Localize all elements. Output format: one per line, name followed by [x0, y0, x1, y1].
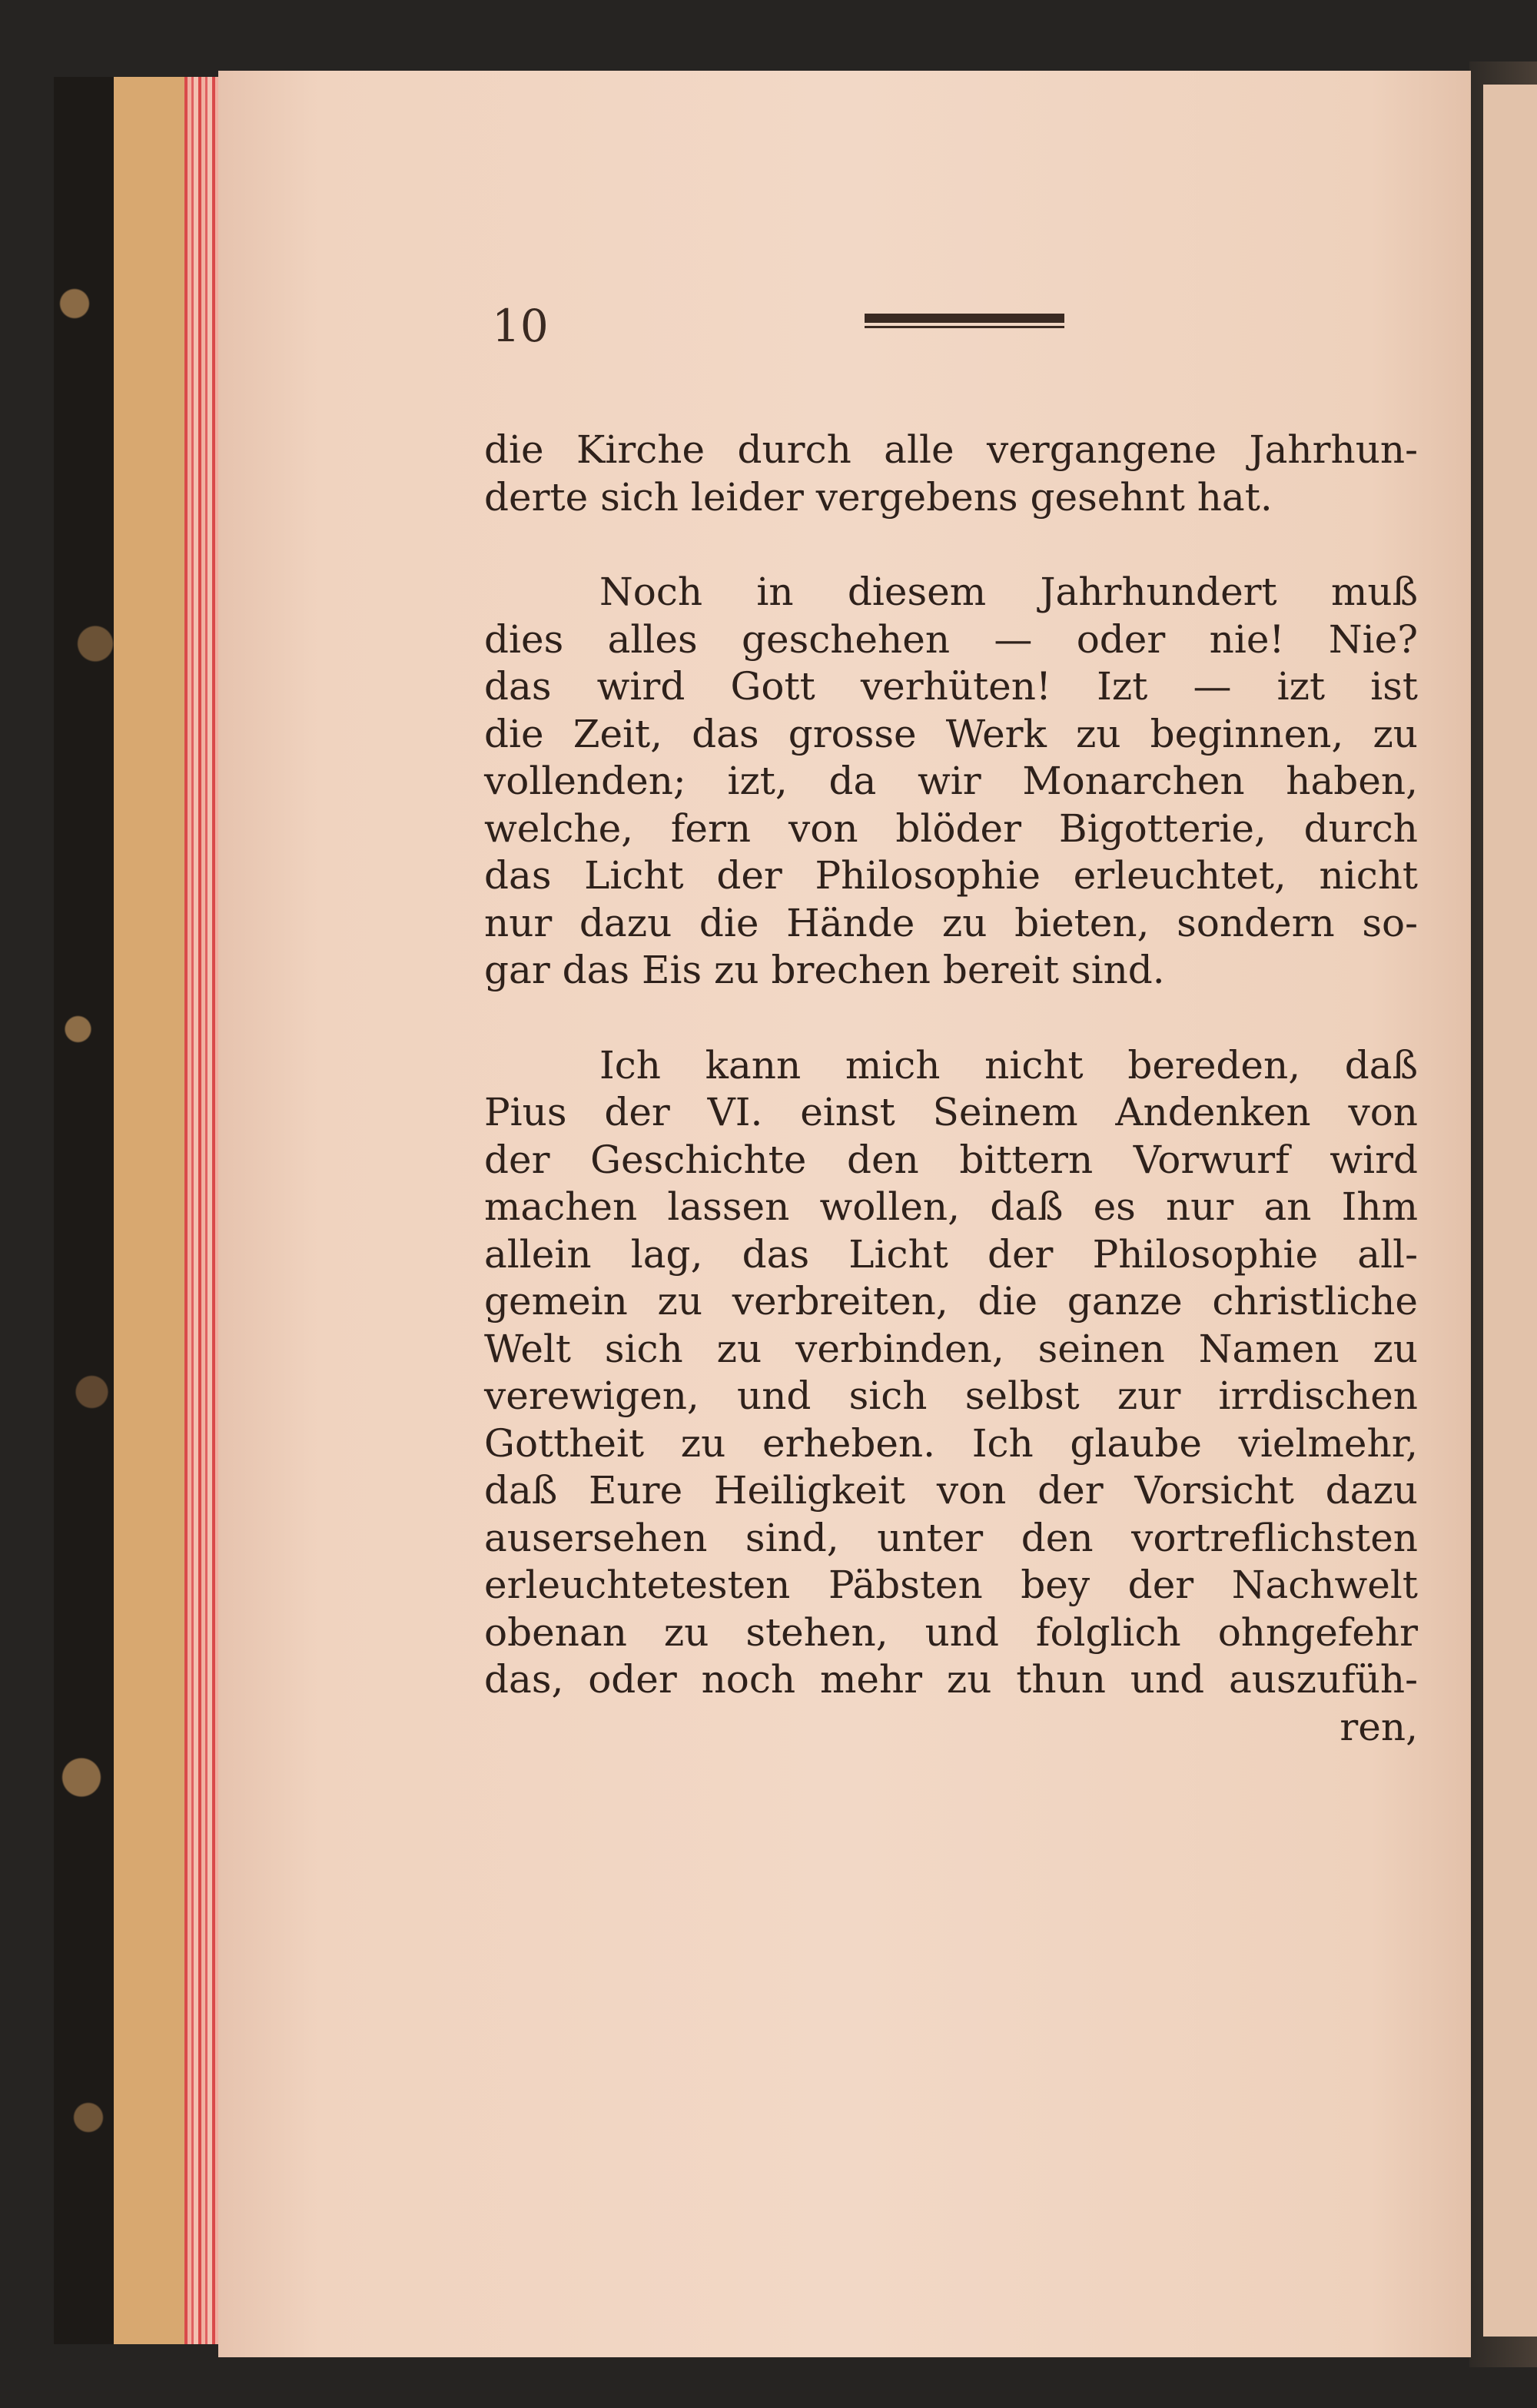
text-line: die Kirche durch alle vergangene Jahrhun-	[484, 427, 1418, 472]
paragraph-gap	[484, 995, 1418, 1042]
text-line: Gottheit zu erheben. Ich glaube vielmehr,	[484, 1420, 1418, 1466]
text-line: der Geschichte den bittern Vorwurf wird	[484, 1137, 1418, 1182]
text-line: Welt sich zu verbinden, seinen Namen zu	[484, 1326, 1418, 1371]
text-line: ausersehen sind, unter den vortreflichsten	[484, 1515, 1418, 1560]
text-line: nur dazu die Hände zu bieten, sondern so-	[484, 900, 1418, 945]
header-rule-thick	[865, 314, 1064, 323]
text-line: erleuchtetesten Päbsten bey der Nachwelt	[484, 1563, 1418, 1607]
text-line: Pius der VI. einst Seinem Andenken von	[484, 1090, 1418, 1134]
body-text	[484, 427, 1418, 1751]
red-page-edges	[184, 77, 221, 2344]
catchword: ren,	[1339, 1704, 1418, 1749]
text-line: das wird Gott verhüten! Izt — izt ist	[484, 664, 1418, 709]
text-line: obenan zu stehen, und folglich ohngefehr	[484, 1609, 1418, 1655]
text-line: welche, fern von blöder Bigotterie, durch	[484, 805, 1418, 851]
text-line: machen lassen wollen, daß es nur an Ihm	[484, 1184, 1418, 1229]
page-number: 10	[492, 300, 549, 352]
text-line: dies alles geschehen — oder nie! Nie?	[484, 616, 1418, 662]
text-line: vollenden; izt, da wir Monarchen haben,	[484, 759, 1418, 803]
header-rule	[865, 314, 1064, 329]
text-line: verewigen, und sich selbst zur irrdischen	[484, 1373, 1418, 1418]
facing-page-edge	[1483, 85, 1537, 2337]
text-line: gemein zu verbreiten, die ganze christliche	[484, 1279, 1418, 1324]
text-line: das Licht der Philosophie erleuchtet, nicht	[484, 853, 1418, 898]
paragraph-gap	[484, 521, 1418, 569]
text-line: Ich kann mich nicht bereden, daß	[599, 1042, 1418, 1088]
text-line: allein lag, das Licht der Philosophie all-	[484, 1231, 1418, 1277]
text-line: das, oder noch mehr zu thun und auszufüh-	[484, 1657, 1418, 1702]
marbled-cover-edge	[54, 77, 123, 2344]
text-line: derte sich leider vergebens gesehnt hat.	[484, 474, 1273, 520]
header-rule-thin	[865, 326, 1064, 328]
text-line: gar das Eis zu brechen bereit sind.	[484, 948, 1165, 992]
text-line: daß Eure Heiligkeit von der Vorsicht dazu	[484, 1468, 1418, 1513]
text-line: die Zeit, das grosse Werk zu beginnen, zu	[484, 711, 1418, 756]
text-line: Noch in diesem Jahrhundert muß	[599, 570, 1418, 614]
